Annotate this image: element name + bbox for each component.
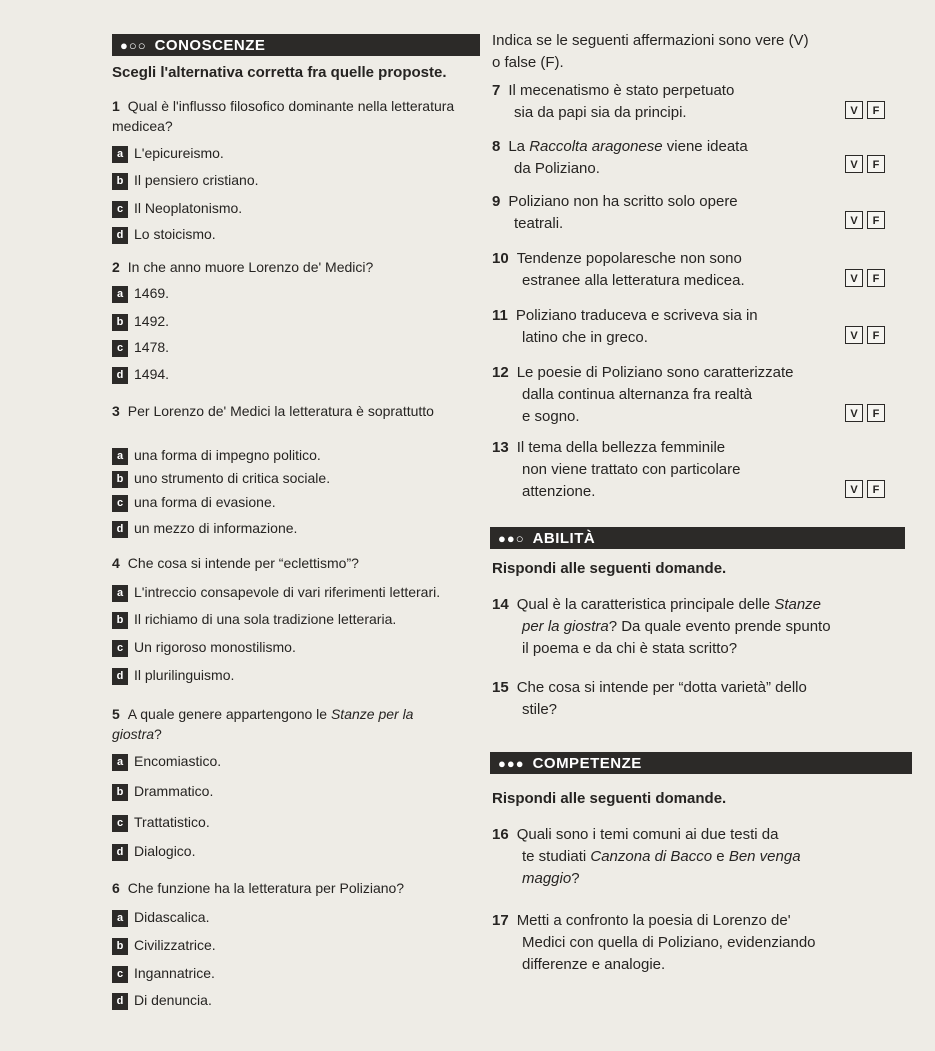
- option-1a[interactable]: a L'epicureismo.: [112, 143, 224, 163]
- vf-toggle-9[interactable]: [845, 211, 885, 229]
- statement-10: 10 Tendenze popolaresche non sono estranee alla letteratura medicea.: [492, 250, 745, 289]
- v-box[interactable]: V: [845, 480, 863, 498]
- f-box[interactable]: F: [867, 326, 885, 344]
- question-4: 4 Che cosa si intende per “eclettismo”?: [112, 555, 359, 571]
- v-box[interactable]: V: [845, 155, 863, 173]
- section-title: CONOSCENZE: [154, 36, 266, 54]
- conoscenze-header: [112, 34, 480, 56]
- option-6a[interactable]: a Didascalica.: [112, 907, 209, 927]
- option-6d[interactable]: d Di denuncia.: [112, 990, 212, 1010]
- statement-7: 7 Il mecenatismo è stato perpetuato sia da papi sia da principi.: [492, 82, 735, 121]
- vf-toggle-10[interactable]: [845, 269, 885, 287]
- option-6b[interactable]: b Civilizzatrice.: [112, 935, 216, 955]
- statement-11: 11 Poliziano traduceva e scriveva sia in latino che in greco.: [492, 307, 758, 346]
- abilita-header: [490, 527, 905, 549]
- f-box[interactable]: F: [867, 155, 885, 173]
- option-4b[interactable]: b Il richiamo di una sola tradizione letteraria.: [112, 609, 396, 629]
- vf-instruction: Indica se le seguenti affermazioni sono vere (V) o false (F).: [492, 32, 809, 71]
- question-17: 17 Metti a confronto la poesia di Lorenzo de' Medici con quella di Poliziano, evidenziando differenze e analogie.: [492, 912, 816, 973]
- option-2d[interactable]: d 1494.: [112, 364, 169, 384]
- f-box[interactable]: F: [867, 404, 885, 422]
- option-4a[interactable]: a L'intreccio consapevole di vari riferimenti letterari.: [112, 582, 440, 602]
- option-2a[interactable]: a 1469.: [112, 283, 169, 303]
- v-box[interactable]: V: [845, 101, 863, 119]
- question-16: 16 Quali sono i temi comuni ai due testi da te studiati Canzona di Bacco e Ben venga maggio?: [492, 826, 801, 887]
- option-5d[interactable]: d Dialogico.: [112, 841, 195, 861]
- option-2c[interactable]: c 1478.: [112, 337, 169, 357]
- conoscenze-instruction: Scegli l'alternativa corretta fra quelle proposte.: [112, 64, 447, 81]
- option-6c[interactable]: c Ingannatrice.: [112, 963, 215, 983]
- competenze-instruction: Rispondi alle seguenti domande.: [492, 790, 727, 807]
- statement-9: 9 Poliziano non ha scritto solo opere teatrali.: [492, 193, 738, 232]
- vf-toggle-11[interactable]: [845, 326, 885, 344]
- statement-12: 12 Le poesie di Poliziano sono caratterizzate dalla continua alternanza fra realtà e sogno.: [492, 364, 794, 425]
- option-3c[interactable]: c una forma di evasione.: [112, 492, 276, 512]
- option-3a[interactable]: a una forma di impegno politico.: [112, 445, 321, 465]
- option-3b[interactable]: b uno strumento di critica sociale.: [112, 468, 330, 488]
- question-1: [112, 96, 472, 136]
- section-title: ABILITÀ: [532, 529, 596, 547]
- f-box[interactable]: F: [867, 211, 885, 229]
- question-5: 5 A quale genere appartengono le Stanze per la giostra?: [112, 706, 414, 742]
- v-box[interactable]: V: [845, 326, 863, 344]
- abilita-instruction: Rispondi alle seguenti domande.: [492, 560, 727, 577]
- question-text: Qual è l'influsso filosofico dominante nella letteratura medicea?: [112, 98, 455, 134]
- option-1c[interactable]: c Il Neoplatonismo.: [112, 198, 242, 218]
- vf-toggle-7[interactable]: [845, 101, 885, 119]
- statement-8: 8 La Raccolta aragonese viene ideata da Poliziano.: [492, 138, 748, 177]
- option-3d[interactable]: d un mezzo di informazione.: [112, 518, 297, 538]
- level-dots: ●●○: [498, 530, 525, 546]
- option-4c[interactable]: c Un rigoroso monostilismo.: [112, 637, 296, 657]
- vf-toggle-12[interactable]: [845, 404, 885, 422]
- option-5c[interactable]: c Trattatistico.: [112, 812, 210, 832]
- question-6: 6 Che funzione ha la letteratura per Poliziano?: [112, 880, 405, 896]
- v-box[interactable]: V: [845, 269, 863, 287]
- question-14: 14 Qual è la caratteristica principale delle Stanze per la giostra? Da quale evento prende spunto il poema e da chi è stata scritto?: [492, 596, 831, 657]
- statement-13: 13 Il tema della bellezza femminile non viene trattato con particolare attenzione.: [492, 439, 741, 500]
- level-dots: ●●●: [498, 755, 525, 771]
- option-4d[interactable]: d Il plurilinguismo.: [112, 665, 234, 685]
- v-box[interactable]: V: [845, 211, 863, 229]
- level-dots: ●○○: [120, 37, 147, 53]
- f-box[interactable]: F: [867, 480, 885, 498]
- option-2b[interactable]: b 1492.: [112, 311, 169, 331]
- question-2: 2 In che anno muore Lorenzo de' Medici?: [112, 259, 374, 275]
- option-5a[interactable]: a Encomiastico.: [112, 751, 221, 771]
- question-3: 3 Per Lorenzo de' Medici la letteratura è soprattutto: [112, 403, 434, 419]
- vf-toggle-8[interactable]: [845, 155, 885, 173]
- f-box[interactable]: F: [867, 101, 885, 119]
- question-15: 15 Che cosa si intende per “dotta varietà” dello stile?: [492, 679, 807, 718]
- vf-toggle-13[interactable]: [845, 480, 885, 498]
- question-number: 1: [112, 98, 120, 114]
- v-box[interactable]: V: [845, 404, 863, 422]
- section-title: COMPETENZE: [532, 754, 642, 772]
- option-1b[interactable]: b Il pensiero cristiano.: [112, 170, 259, 190]
- f-box[interactable]: F: [867, 269, 885, 287]
- competenze-header: [490, 752, 912, 774]
- option-5b[interactable]: b Drammatico.: [112, 781, 213, 801]
- option-1d[interactable]: d Lo stoicismo.: [112, 224, 216, 244]
